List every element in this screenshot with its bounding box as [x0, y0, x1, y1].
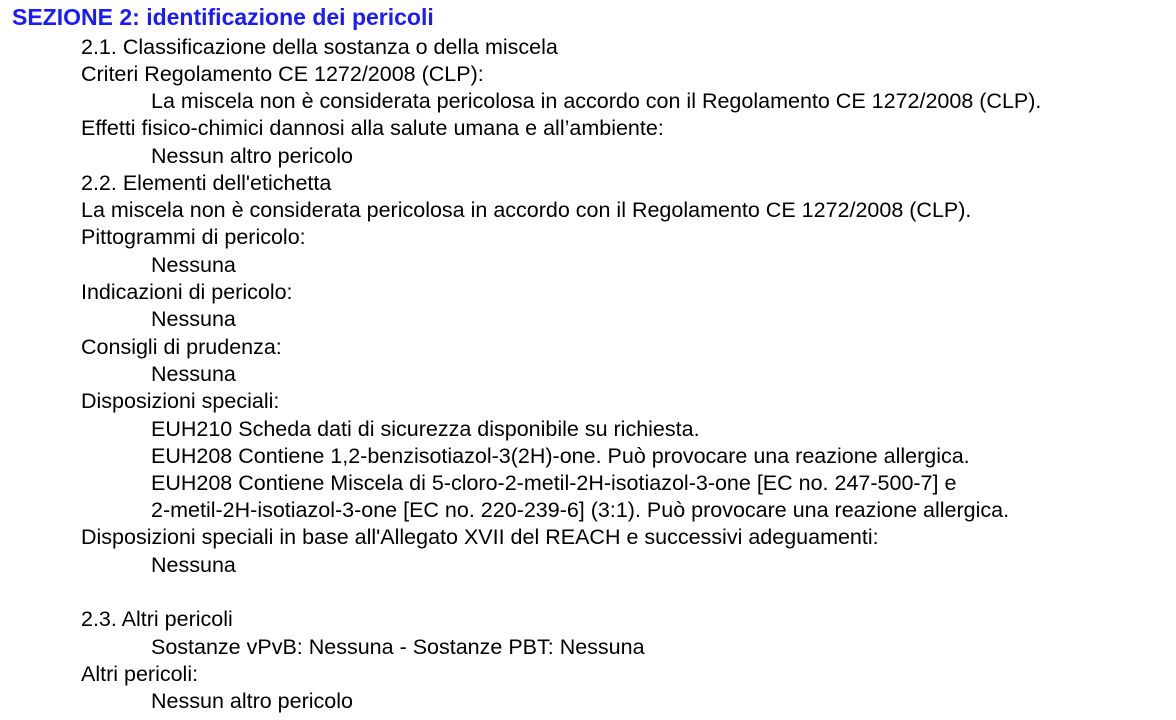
precautionary-statements-value: Nessuna: [151, 362, 236, 386]
euh210-statement: EUH210 Scheda dati di sicurezza disponibile su richiesta.: [151, 417, 700, 441]
label-elements-statement: La miscela non è considerata pericolosa in accordo con il Regolamento CE 1272/2008 (CLP).: [81, 198, 972, 222]
euh208-statement-2-continued: 2-metil-2H-isotiazol-3-one [EC no. 220-239-6] (3:1). Può provocare una reazione allergica.: [151, 498, 1010, 522]
subsection-2-2-heading: 2.2. Elementi dell'etichetta: [81, 171, 332, 195]
reach-annex-xvii-label: Disposizioni speciali in base all'Allegato XVII del REACH e successivi adeguamenti:: [81, 525, 879, 549]
physchem-effects-label: Effetti fisico-chimici dannosi alla salute umana e all’ambiente:: [81, 116, 664, 140]
other-hazards-label: Altri pericoli:: [81, 662, 199, 686]
subsection-2-3-heading: 2.3. Altri pericoli: [81, 607, 233, 631]
physchem-effects-value: Nessun altro pericolo: [151, 144, 353, 168]
euh208-statement-1: EUH208 Contiene 1,2-benzisotiazol-3(2H)-one. Può provocare una reazione allergica.: [151, 444, 970, 468]
clp-criteria-label: Criteri Regolamento CE 1272/2008 (CLP):: [81, 62, 484, 86]
hazard-statements-label: Indicazioni di pericolo:: [81, 280, 293, 304]
special-provisions-label: Disposizioni speciali:: [81, 389, 280, 413]
reach-annex-xvii-value: Nessuna: [151, 553, 236, 577]
hazard-statements-value: Nessuna: [151, 307, 236, 331]
pictograms-label: Pittogrammi di pericolo:: [81, 225, 306, 249]
precautionary-statements-label: Consigli di prudenza:: [81, 335, 282, 359]
subsection-2-1-heading: 2.1. Classificazione della sostanza o della miscela: [81, 35, 558, 59]
clp-criteria-value: La miscela non è considerata pericolosa in accordo con il Regolamento CE 1272/2008 (CLP).: [151, 89, 1042, 113]
section-title: SEZIONE 2: identificazione dei pericoli: [12, 4, 434, 30]
pictograms-value: Nessuna: [151, 253, 236, 277]
other-hazards-value: Nessun altro pericolo: [151, 689, 353, 713]
euh208-statement-2: EUH208 Contiene Miscela di 5-cloro-2-metil-2H-isotiazol-3-one [EC no. 247-500-7] e: [151, 471, 957, 495]
vpvb-pbt-statement: Sostanze vPvB: Nessuna - Sostanze PBT: Nessuna: [151, 635, 645, 659]
